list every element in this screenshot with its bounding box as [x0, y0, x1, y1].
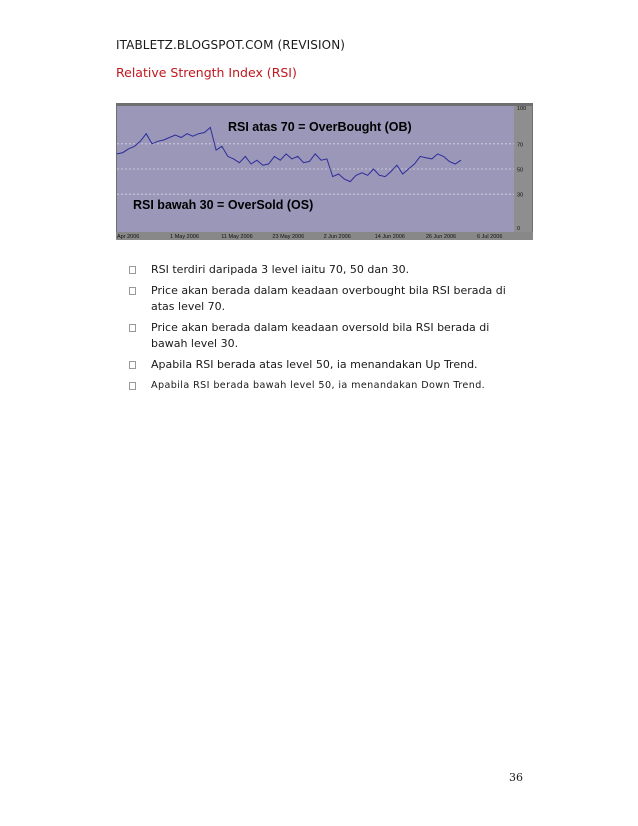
rsi-chart	[116, 103, 533, 240]
bullet-box-icon	[129, 266, 136, 274]
x-tick-label: 14 Jun 2006	[374, 234, 405, 240]
bullet-box-icon	[129, 287, 136, 295]
x-tick-label: 26 Jun 2006	[425, 234, 457, 240]
y-tick-label: 0	[517, 226, 521, 232]
annotation-overbought: RSI atas 70 = OverBought (OB)	[228, 120, 412, 134]
y-tick-label: 30	[517, 192, 524, 199]
x-tick-label: 1 May 2006	[170, 234, 199, 240]
y-tick-label: 50	[517, 167, 524, 174]
bullet-text: Price akan berada dalam keadaan overbought bila RSI berada di atas level 70.	[151, 284, 506, 313]
section-title: Relative Strength Index (RSI)	[116, 65, 297, 80]
x-tick-label: 2 Jun 2006	[323, 234, 351, 240]
bullet-text: Price akan berada dalam keadaan oversold bila RSI berada di bawah level 30.	[151, 321, 490, 350]
x-tick-label: 23 May 2006	[272, 234, 305, 240]
list-item	[127, 262, 527, 278]
bullet-box-icon	[129, 382, 136, 390]
bullet-text: Apabila RSI berada atas level 50, ia menandakan Up Trend.	[151, 358, 478, 371]
list-item	[127, 357, 527, 373]
bullet-box-icon	[129, 361, 136, 369]
x-tick-label: Apr 2006	[117, 234, 140, 240]
bullet-text: RSI terdiri daripada 3 level iaitu 70, 50 dan 30.	[151, 263, 410, 276]
bullet-text: Apabila RSI berada bawah level 50, ia menandakan Down Trend.	[151, 380, 486, 391]
rsi-chart-svg	[116, 103, 533, 240]
bullet-list	[127, 262, 527, 399]
x-tick-label: 11 May 2006	[221, 234, 253, 240]
annotation-oversold: RSI bawah 30 = OverSold (OS)	[133, 198, 314, 212]
x-tick-label: 6 Jul 2006	[477, 234, 503, 240]
list-item	[127, 283, 527, 315]
page-header: ITABLETZ.BLOGSPOT.COM (REVISION)	[116, 38, 346, 52]
list-item	[127, 378, 527, 394]
y-tick-label: 100	[517, 106, 527, 112]
bullet-box-icon	[129, 324, 136, 332]
y-tick-label: 70	[517, 142, 524, 149]
list-item	[127, 320, 527, 352]
page-number: 36	[509, 771, 523, 784]
